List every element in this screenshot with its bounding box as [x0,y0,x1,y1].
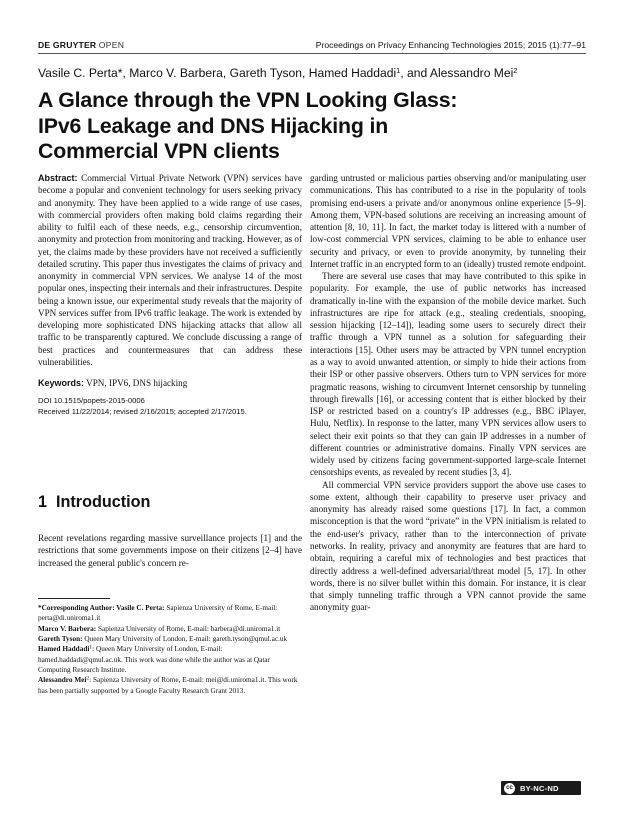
publisher-name: DE GRUYTER OPEN [38,40,125,50]
keywords-text: VPN, IPV6, DNS hijacking [86,378,188,389]
received-dates: Received 11/22/2014; revised 2/16/2015; accepted 2/17/2015. [38,406,247,416]
keywords [38,377,302,389]
abstract-text: Commercial Virtual Private Network (VPN) services have become a popular and convenient technology for users seeking privacy and anonymity. They have been applied to a wide range of use cases, with commercial providers often making bold claims regarding their ability to fulfil each of these needs, e.g., censorship circumvention, anonymity and protection from monitoring and tracking. However, as of yet, the claims made by these providers have not received a sufficiently detailed scrutiny. This paper thus investigates the claims of privacy and anonymity in commercial VPN services. We analyse 14 of the most popular ones, inspecting their internals and their infrastructures. Despite being a known issue, our experimental study reveals that the majority of VPN services suffer from IPv6 traffic leakage. The work is extended by developing more sophisticated DNS hijacking attacks that allow all traffic to be transparently captured. We conclude discussing a range of best practices and countermeasures that can address these vulnerabilities. [38,173,303,367]
header-rule [38,53,586,54]
footnote: Alessandro Mei$^2$: Sapienza University of Rome, E-mail: mei@di.uniroma1.it. This work has been partially supported by a Google Faculty Research Grant 2013. [38,675,298,695]
abstract [38,172,302,368]
proceedings-citation: Proceedings on Privacy Enhancing Technologies 2015; 2015 (1):77–91 [315,40,586,50]
author-name: Marco V. Barbera [129,66,223,80]
section-title: Introduction [56,493,151,511]
footnote: Gareth Tyson: Queen Mary University of London, E-mail: gareth.tyson@qmul.ac.uk [38,635,288,644]
paper-title [38,88,586,165]
body-paragraph: There are several use cases that may have contributed to this spike in popularity. For example, the use of public networks has increased dramatically in-line with the expansion of the mobile device market. Such infrastructures are ripe for attack (e.g., stealing credentials, snooping, session hijacking [12–14]), leading some users to securely direct their traffic through a VPN tunnel as a solution for safeguarding their interactions [15]. Other users may be attracted by VPN tunnel encryption as a way to avoid unwanted attention, or simply to hide their actions from their ISP or other passive observers. Others turn to VPN services for more pragmatic reasons, wishing to circumvent Internet censorship by tunneling through firewalls [16], or accessing content that is either blocked by their ISP or restricted based on a country's IP addresses (e.g., BBC iPlayer, Hulu, Netflix). In response to the latter, many VPN services allow users to select their exit points so that they can gain IP addresses in a number of different countries or administrative domains. Finally VPN services are widely used by citizens facing government-supported large-scale Internet censorships events, as revealed by recent studies [3, 4]. [310,271,586,478]
section-number: 1 [38,493,48,511]
title-line: A Glance through the VPN Looking Glass: [38,88,458,112]
title-line: IPv6 Leakage and DNS Hijacking in [38,113,389,138]
footnote: Hamed Haddadi$^1$: Queen Mary University of London, E-mail: hamed.haddadi@qmul.ac.uk. This work was done while the author was at Qatar Computing Research Institute. [38,644,271,675]
footnotes [38,603,302,696]
title-line: Commercial VPN clients [38,139,280,163]
author-name: Hamed Haddadi [308,66,397,80]
body-paragraph: All commercial VPN service providers support the above use cases to some extent, although their capability to preserve user privacy and anonymity has already raised some questions [17]. In fact, a common misconception is that the word “private” in the VPN initialism is related to the end-user's privacy, rather than to the interconnection of private networks. In reality, privacy and anonymity are features that are hard to obtain, requiring a careful mix of technologies and best practices that directly address a well-defined adversarial/threat model [5, 17]. In other words, there is no silver bullet within this domain. For instance, it is clear that simply tunneling traffic through a VPN cannot provide the same anonymity guar- [310,479,586,613]
license-label: BY-NC-ND [520,783,559,793]
author-name: Gareth Tyson [229,66,303,80]
intro-paragraph-left: Recent revelations regarding massive surveillance projects [1] and the restrictions that some governments impose on their citizens [2–4] have increased the general public's concern re- [38,533,302,568]
author-name: Alessandro Mei [429,66,514,80]
author-name: Vasile C. Perta [38,66,118,80]
section-heading [38,493,150,512]
running-header [38,40,586,54]
cc-icon: cc [504,783,515,794]
footnote: *Corresponding Author: Vasile C. Perta: Sapienza University of Rome, E-mail: perta@di.uniroma1.it [38,604,278,623]
body-paragraph: garding untrusted or malicious parties observing and/or manipulating user communications. This has contributed to a rise in the popularity of tools promising end-users a private and/or anonymous online experience [5–9]. Among them, VPN-based solutions are receiving an increasing amount of attention [8, 10, 11]. In fact, the market today is littered with a number of low-cost commercial VPN services, claiming to be able to enhance user security and privacy, or even to provide anonymity, by tunneling their Internet traffic in an encrypted form to an (ideally) trusted remote endpoint. [310,173,587,269]
keywords-label: Keywords: [38,378,85,389]
doi: DOI 10.1515/popets-2015-0006 [38,395,145,405]
cc-license-badge[interactable] [501,781,581,795]
abstract-label: Abstract: [38,173,78,183]
right-column [310,172,586,614]
footnote-rule [38,598,110,599]
footnote: Marco V. Barbera: Sapienza University of Rome, E-mail: barbera@di.uniroma1.it [38,624,281,633]
left-column [38,172,302,417]
author-list: Vasile C. Perta*, Marco V. Barbera, Gareth Tyson, Hamed Haddadi$^1$, and Alessandro Mei$^2$ [38,66,518,80]
